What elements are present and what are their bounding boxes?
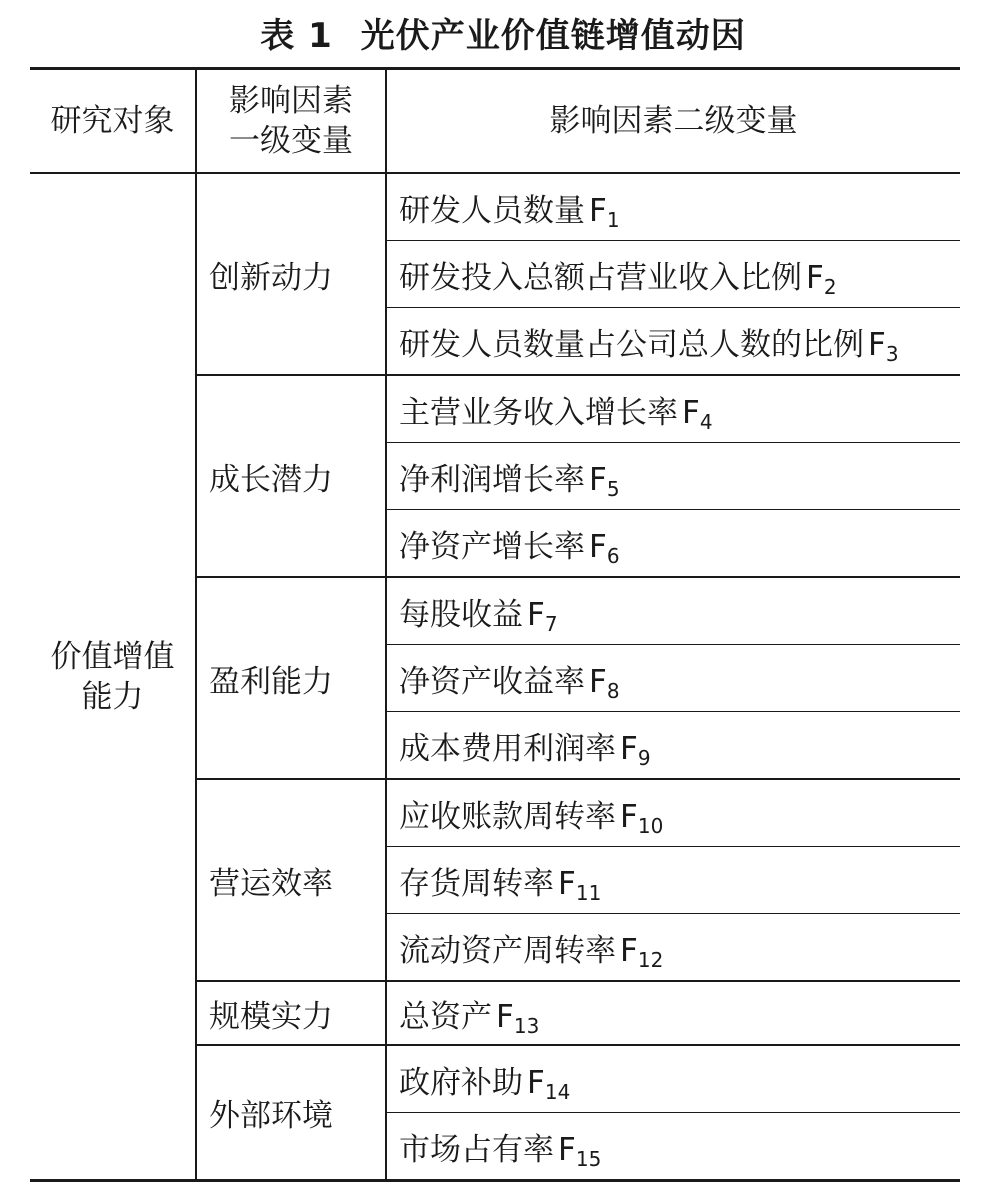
variable-text: 研发人员数量 [399, 192, 585, 229]
variable-subscript: 15 [575, 1146, 602, 1171]
variable-text: 政府补助 [399, 1064, 523, 1101]
table-caption: 光伏产业价值链增值动因 [360, 16, 746, 56]
variable-symbol: F [682, 394, 700, 431]
header-row [30, 69, 960, 174]
subject-cell [30, 173, 196, 1181]
variable-text: 总资产 [399, 998, 492, 1035]
secondary-variable-cell [386, 1113, 960, 1181]
variable-symbol: F [806, 259, 824, 296]
secondary-variable-cell [386, 308, 960, 376]
secondary-variable-cell [386, 173, 960, 241]
variable-subscript: 7 [544, 611, 558, 636]
variable-text: 净资产收益率 [399, 663, 585, 700]
header-primary-line1: 影响因素 [229, 83, 353, 119]
secondary-variable-cell [386, 779, 960, 847]
secondary-variable-cell [386, 645, 960, 712]
secondary-variable-cell [386, 241, 960, 308]
secondary-variable-cell [386, 375, 960, 443]
variable-subscript: 11 [575, 880, 602, 905]
variable-text: 流动资产周转率 [399, 932, 616, 969]
variable-subscript: 3 [885, 341, 899, 366]
variable-subscript: 5 [606, 476, 620, 501]
variable-subscript: 10 [637, 813, 664, 838]
variable-symbol: F [589, 461, 607, 498]
secondary-variable-cell [386, 510, 960, 578]
secondary-variable-cell [386, 914, 960, 982]
secondary-variable-cell [386, 1045, 960, 1113]
variable-symbol: F [527, 596, 545, 633]
variable-subscript: 9 [637, 745, 651, 770]
variable-subscript: 13 [513, 1013, 540, 1038]
header-primary-line2: 一级变量 [229, 123, 353, 159]
secondary-variable-cell [386, 577, 960, 645]
variable-subscript: 4 [699, 409, 713, 434]
variable-text: 市场占有率 [399, 1131, 554, 1168]
primary-factor-cell: 成长潜力 [196, 375, 386, 577]
variable-symbol: F [496, 998, 514, 1035]
header-subject: 研究对象 [30, 69, 196, 174]
variable-subscript: 8 [606, 678, 620, 703]
variable-symbol: F [558, 865, 576, 902]
table-number: 表 1 [260, 16, 333, 56]
primary-factor-cell: 营运效率 [196, 779, 386, 981]
variable-symbol: F [620, 798, 638, 835]
variable-text: 成本费用利润率 [399, 730, 616, 767]
variable-symbol: F [589, 528, 607, 565]
primary-factor-cell: 创新动力 [196, 173, 386, 375]
table-body [30, 173, 960, 1181]
variable-symbol: F [589, 192, 607, 229]
variable-text: 应收账款周转率 [399, 798, 616, 835]
variable-symbol: F [620, 932, 638, 969]
variable-text: 主营业务收入增长率 [399, 394, 678, 431]
subject-line1: 价值增值 [50, 638, 175, 675]
variable-subscript: 2 [823, 274, 837, 299]
variable-text: 存货周转率 [399, 865, 554, 902]
variable-subscript: 1 [606, 207, 620, 232]
variable-subscript: 14 [544, 1079, 571, 1104]
variable-symbol: F [589, 663, 607, 700]
primary-factor-cell: 规模实力 [196, 981, 386, 1045]
variable-subscript: 6 [606, 543, 620, 568]
variable-text: 每股收益 [399, 596, 523, 633]
table-title [0, 14, 1000, 58]
header-primary [196, 69, 386, 174]
variable-symbol: F [868, 326, 886, 363]
variable-symbol: F [620, 730, 638, 767]
primary-factor-cell: 盈利能力 [196, 577, 386, 779]
factor-table [30, 67, 960, 1182]
header-secondary: 影响因素二级变量 [386, 69, 960, 174]
variable-symbol: F [527, 1064, 545, 1101]
secondary-variable-cell [386, 712, 960, 780]
variable-text: 净利润增长率 [399, 461, 585, 498]
variable-text: 净资产增长率 [399, 528, 585, 565]
variable-text: 研发投入总额占营业收入比例 [399, 259, 802, 296]
variable-symbol: F [558, 1131, 576, 1168]
secondary-variable-cell [386, 981, 960, 1045]
secondary-variable-cell [386, 443, 960, 510]
secondary-variable-cell [386, 847, 960, 914]
variable-subscript: 12 [637, 947, 664, 972]
table-row [30, 173, 960, 241]
variable-text: 研发人员数量占公司总人数的比例 [399, 326, 864, 363]
primary-factor-cell: 外部环境 [196, 1045, 386, 1181]
subject-line2: 能力 [81, 678, 144, 715]
